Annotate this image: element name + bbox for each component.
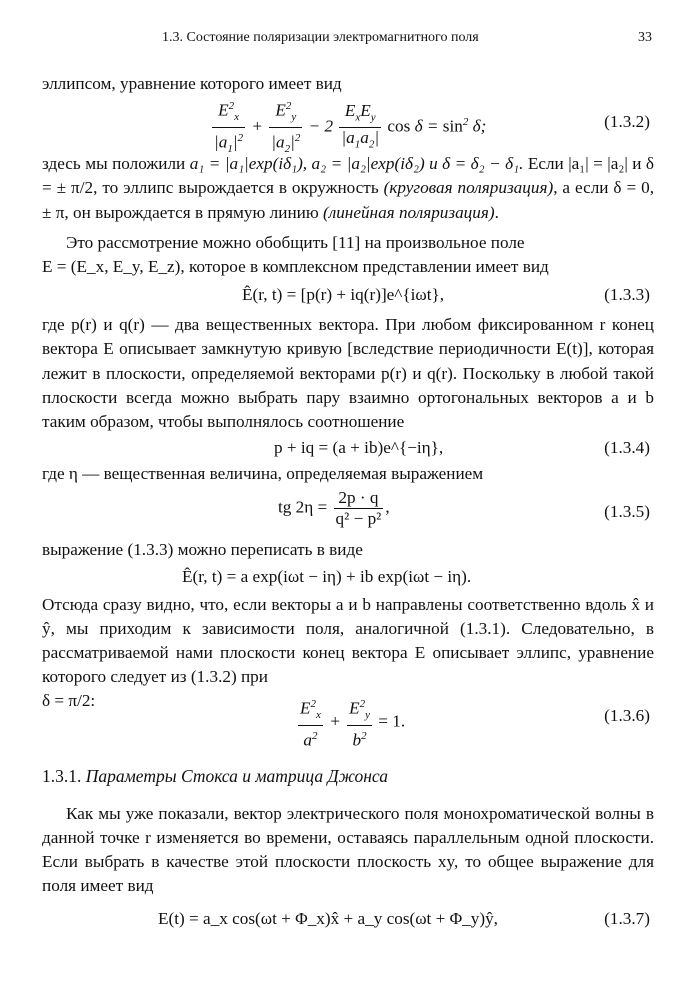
equation-1-3-5: tg 2η = $\frac{2p \cdot q}{\text{q² − p²}}$ , (1.3.5) — [278, 488, 650, 529]
paragraph: где η — вещественная величина, определяемая выражением — [42, 464, 484, 484]
italic-term: (линейная поляризация) — [322, 202, 495, 222]
paragraph: Как мы уже показали, вектор электрического поля монохроматической волны в данной точке r изменяется во времени, оставаясь параллельным одной плоскости. Если выбрать в качестве этой плоскости плоскость xy, то общее выражение для поля имеет вид — [42, 803, 654, 896]
text-run: , а если δ = 0, ± π, он вырождается в прямую — [42, 178, 654, 222]
equation-tag: (1.3.6) — [604, 705, 650, 725]
equation-tag: (1.3.4) — [604, 438, 650, 458]
paragraph: выражение (1.3.3) можно переписать в виде — [42, 540, 363, 560]
paragraph-line: δ = π/2: — [42, 691, 96, 711]
equation-1-3-2: $\frac{E^2_x}{|a_1|^2}$ + $\frac{E^2_y}{|a_2|^2}$ − 2 $\frac{E_xE_y}{|a_1a_2|}$ $\cos \delta = \sin^2 \delta$; (1.3.2) — [42, 96, 654, 152]
section-number: 1.3.1. — [42, 765, 82, 786]
equation-tag: (1.3.7) — [604, 908, 650, 928]
equation-body: p + iq = (a + ib)e^{−iη}, — [274, 438, 444, 458]
equation-body: Ê(r, t) = a exp(iωt − iη) + ib exp(iωt − iη). — [182, 566, 472, 586]
text-run: . — [494, 202, 499, 222]
text-run: Если |a₁| = |a₂| и δ = ± π/2, то эллипс вырождается в окружность — [42, 154, 654, 198]
paragraph: Отсюда сразу видно, что, если векторы a и b направлены соответственно вдоль x̂ и ŷ, мы приходим к зависимости поля, аналогичной (1.3.1). Следовательно, в рассматриваемой нами плоскости конец вектора E описывает эллипс, уравнение которого следует из (1.3.2) при — [42, 594, 654, 687]
paragraph: эллипсом, уравнение которого имеет вид — [42, 74, 342, 93]
italic-term: (круговая поляризация) — [383, 178, 554, 198]
section-heading — [42, 764, 654, 788]
fraction-denominator: q² − p² — [335, 509, 382, 529]
equation-1-3-4 — [42, 434, 654, 462]
page — [42, 30, 654, 935]
equation-body: E(t) = a_x cos(ωt + Φ_x)x̂ + a_y cos(ωt + Φ_y)ŷ, — [158, 908, 498, 928]
equation-lhs: tg 2η = — [278, 497, 328, 517]
equation-tag: (1.3.3) — [604, 285, 650, 305]
paragraph — [42, 152, 654, 225]
inline-formula: a₁ = |a₁|exp(iδ₁), a₂ = |a₂|exp(iδ₂) и δ = δ₂ − δ₁. — [189, 154, 524, 174]
section-title: Параметры Стокса и матрица Джонса — [85, 765, 388, 786]
equation-1-3-7 — [42, 899, 654, 935]
paragraph: E = (E_x, E_y, E_z), которое в комплексном представлении имеет вид — [42, 257, 549, 277]
running-title: 1.3. Состояние поляризации электромагнитного поля — [162, 30, 479, 45]
text-run: здесь мы положили — [42, 154, 190, 174]
equation-body: Ê(r, t) = [p(r) + iq(r)]e^{iωt}, — [242, 285, 445, 305]
equation-tag: (1.3.5) — [604, 502, 650, 522]
equation-1-3-3 — [42, 279, 654, 313]
paragraph: Это рассмотрение можно обобщить [11] на произвольное поле — [66, 232, 525, 252]
text-run: линию — [269, 202, 323, 222]
equation-unnumbered — [42, 563, 654, 593]
paragraph: где p(r) и q(r) — два вещественных вектора. При любом фиксированном r конец вектора E описывает замкнутую кривую [вследствие периодичности E(t)], которая лежит в плоскости, определяемой векторами p(r) и q(r). Поскольку в любой такой плоскости всегда можно выбрать пару взаимно ортогональных векторов a и b таким образом, чтобы выполнялось соотношение — [42, 315, 654, 432]
fraction-numerator: 2p · q — [334, 488, 384, 509]
equation-1-3-6: $\frac{E^2_x}{a^2}$ + $\frac{E^2_y}{b^2}$ = 1. (1.3.6) — [42, 694, 654, 740]
running-header — [42, 30, 654, 52]
equation-tag: (1.3.2) — [604, 112, 650, 132]
page-number: 33 — [638, 30, 652, 45]
